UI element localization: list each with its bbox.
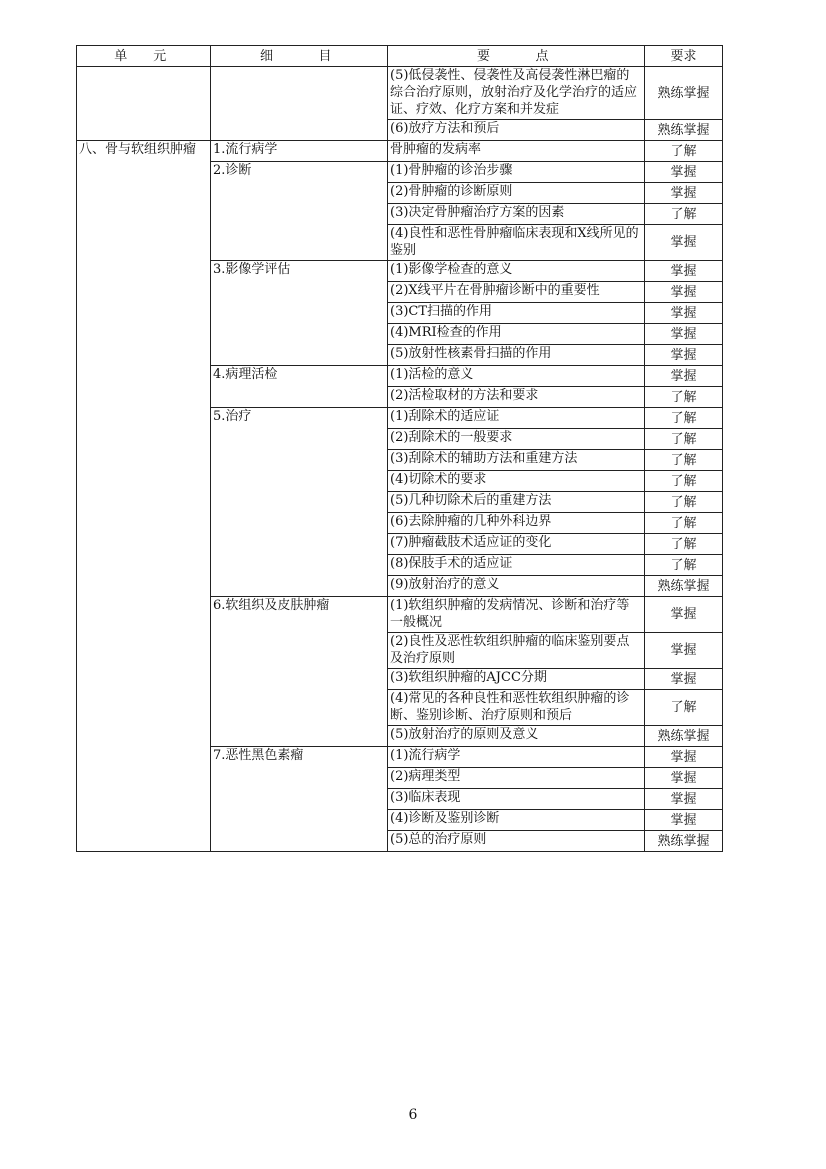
detail-cell: 5.治疗 [211,408,388,597]
detail-cell: 2.诊断 [211,162,388,261]
requirement-cell: 了解 [645,690,723,726]
requirement-cell: 掌握 [645,366,723,387]
requirement-cell: 掌握 [645,162,723,183]
point-cell: (1)软组织肿瘤的发病情况、诊断和治疗等一般概况 [388,597,645,633]
detail-cell: 6.软组织及皮肤肿瘤 [211,597,388,747]
requirement-cell: 掌握 [645,225,723,261]
point-cell: (2)良性及恶性软组织肿瘤的临床鉴别要点及治疗原则 [388,633,645,669]
requirement-cell: 了解 [645,492,723,513]
requirement-cell: 了解 [645,471,723,492]
point-cell: 骨肿瘤的发病率 [388,141,645,162]
point-cell: (7)肿瘤截肢术适应证的变化 [388,534,645,555]
point-cell: (3)CT扫描的作用 [388,303,645,324]
point-cell: (3)临床表现 [388,789,645,810]
requirement-cell: 掌握 [645,324,723,345]
requirement-cell: 了解 [645,513,723,534]
requirement-cell: 掌握 [645,261,723,282]
header-detail: 细 目 [211,46,388,67]
requirement-cell: 掌握 [645,810,723,831]
point-cell: (2)刮除术的一般要求 [388,429,645,450]
syllabus-table [76,45,723,852]
page-number: 6 [408,1107,418,1123]
requirement-cell: 熟练掌握 [645,726,723,747]
point-cell: (2)病理类型 [388,768,645,789]
point-cell: (5)几种切除术后的重建方法 [388,492,645,513]
point-cell: (4)常见的各种良性和恶性软组织肿瘤的诊断、鉴别诊断、治疗原则和预后 [388,690,645,726]
point-cell: (4)诊断及鉴别诊断 [388,810,645,831]
requirement-cell: 掌握 [645,747,723,768]
requirement-cell: 了解 [645,141,723,162]
point-cell: (6)去除肿瘤的几种外科边界 [388,513,645,534]
table-body [77,67,723,852]
detail-cell-continued [211,67,388,141]
detail-cell: 4.病理活检 [211,366,388,408]
requirement-cell: 了解 [645,555,723,576]
requirement-cell: 掌握 [645,789,723,810]
requirement-cell: 了解 [645,387,723,408]
unit-cell-continued [77,67,211,141]
point-cell: (1)骨肿瘤的诊治步骤 [388,162,645,183]
point-cell: (1)流行病学 [388,747,645,768]
point-cell: (1)刮除术的适应证 [388,408,645,429]
header-row [77,46,723,67]
point-cell: (3)软组织肿瘤的AJCC分期 [388,669,645,690]
requirement-cell: 了解 [645,534,723,555]
requirement-cell: 了解 [645,408,723,429]
point-cell: (5)放射性核素骨扫描的作用 [388,345,645,366]
point-cell: (1)活检的意义 [388,366,645,387]
requirement-cell: 了解 [645,450,723,471]
table-row [77,67,723,120]
point-cell: (5)低侵袭性、侵袭性及高侵袭性淋巴瘤的综合治疗原则，放射治疗及化学治疗的适应证、疗效、化疗方案和并发症 [388,67,645,120]
point-cell: (3)决定骨肿瘤治疗方案的因素 [388,204,645,225]
header-points: 要 点 [388,46,645,67]
detail-cell: 3.影像学评估 [211,261,388,366]
header-unit: 单 元 [77,46,211,67]
unit-label: 八、骨与软组织肿瘤 [77,141,211,852]
point-cell: (5)总的治疗原则 [388,831,645,852]
requirement-cell: 掌握 [645,303,723,324]
requirement-cell: 掌握 [645,282,723,303]
point-cell: (3)刮除术的辅助方法和重建方法 [388,450,645,471]
point-cell: (9)放射治疗的意义 [388,576,645,597]
requirement-cell: 掌握 [645,669,723,690]
point-cell: (2)骨肿瘤的诊断原则 [388,183,645,204]
requirement-cell: 了解 [645,429,723,450]
point-cell: (2)活检取材的方法和要求 [388,387,645,408]
point-cell: (2)X线平片在骨肿瘤诊断中的重要性 [388,282,645,303]
requirement-cell: 熟练掌握 [645,120,723,141]
detail-cell: 1.流行病学 [211,141,388,162]
point-cell: (4)MRI检查的作用 [388,324,645,345]
requirement-cell: 掌握 [645,345,723,366]
requirement-cell: 熟练掌握 [645,576,723,597]
requirement-cell: 掌握 [645,183,723,204]
table-row [77,141,723,162]
point-cell: (8)保肢手术的适应证 [388,555,645,576]
requirement-cell: 了解 [645,204,723,225]
point-cell: (5)放射治疗的原则及意义 [388,726,645,747]
requirement-cell: 掌握 [645,633,723,669]
requirement-cell: 掌握 [645,597,723,633]
point-cell: (6)放疗方法和预后 [388,120,645,141]
detail-cell: 7.恶性黑色素瘤 [211,747,388,852]
header-requirement: 要求 [645,46,723,67]
requirement-cell: 熟练掌握 [645,67,723,120]
requirement-cell: 掌握 [645,768,723,789]
point-cell: (4)切除术的要求 [388,471,645,492]
point-cell: (1)影像学检查的意义 [388,261,645,282]
requirement-cell: 熟练掌握 [645,831,723,852]
point-cell: (4)良性和恶性骨肿瘤临床表现和X线所见的鉴别 [388,225,645,261]
